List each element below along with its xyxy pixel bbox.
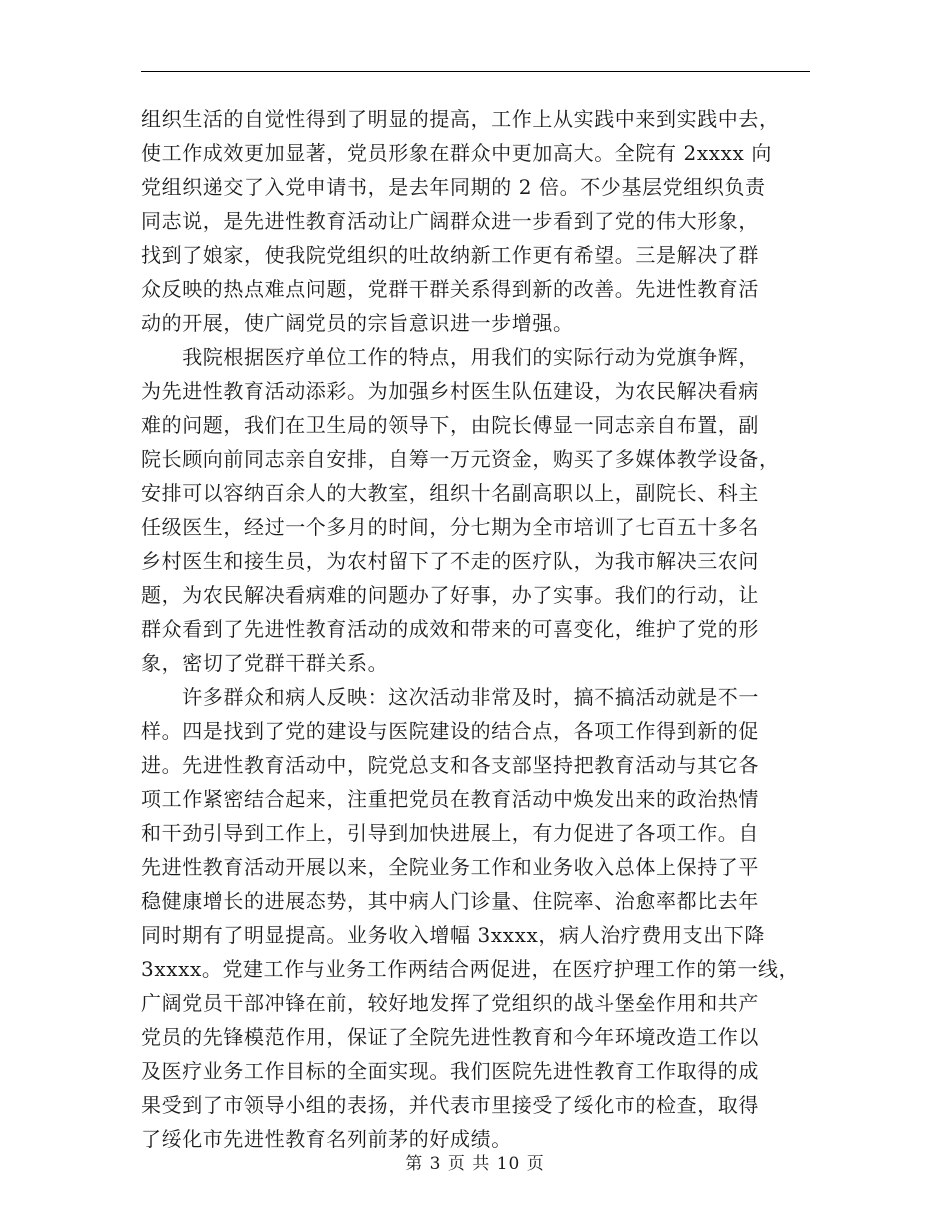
text-line: 了绥化市先进性教育名列前茅的好成绩。 <box>141 1127 512 1151</box>
text-line: 许多群众和病人反映：这次活动非常及时，搞不搞活动就是不一 <box>141 685 759 709</box>
text-line: 使工作成效更加显著，党员形象在群众中更加高大。全院有 2xxxx 向 <box>141 141 772 165</box>
text-line: 果受到了市领导小组的表扬，并代表市里接受了绥化市的检查，取得 <box>141 1093 759 1117</box>
text-line: 项工作紧密结合起来，注重把党员在教育活动中焕发出来的政治热情 <box>141 787 759 811</box>
text-line: 难的问题，我们在卫生局的领导下，由院长傅显一同志亲自布置，副 <box>141 413 759 437</box>
text-line: 组织生活的自觉性得到了明显的提高，工作上从实践中来到实践中去， <box>141 107 780 131</box>
text-line: 动的开展，使广阔党员的宗旨意识进一步增强。 <box>141 311 574 335</box>
text-line: 题，为农民解决看病难的问题办了好事，办了实事。我们的行动，让 <box>141 583 759 607</box>
text-line: 群众看到了先进性教育活动的成效和带来的可喜变化，维护了党的形 <box>141 617 759 641</box>
text-line: 3xxxx。党建工作与业务工作两结合两促进，在医疗护理工作的第一线， <box>141 957 800 981</box>
text-line: 同时期有了明显提高。业务收入增幅 3xxxx，病人治疗费用支出下降 <box>141 923 765 947</box>
text-line: 党组织递交了入党申请书，是去年同期的 2 倍。不少基层党组织负责 <box>141 175 766 199</box>
text-line: 样。四是找到了党的建设与医院建设的结合点，各项工作得到新的促 <box>141 719 759 743</box>
text-line: 为先进性教育活动添彩。为加强乡村医生队伍建设，为农民解决看病 <box>141 379 759 403</box>
text-line: 先进性教育活动开展以来，全院业务工作和业务收入总体上保持了平 <box>141 855 759 879</box>
text-line: 众反映的热点难点问题，党群干群关系得到新的改善。先进性教育活 <box>141 277 759 301</box>
text-line: 稳健康增长的进展态势，其中病人门诊量、住院率、治愈率都比去年 <box>141 889 759 913</box>
header-divider <box>141 71 810 72</box>
text-line: 安排可以容纳百余人的大教室，组织十名副高职以上，副院长、科主 <box>141 481 759 505</box>
text-line: 广阔党员干部冲锋在前，较好地发挥了党组织的战斗堡垒作用和共产 <box>141 991 759 1015</box>
text-line: 进。先进性教育活动中，院党总支和各支部坚持把教育活动与其它各 <box>141 753 759 777</box>
text-line: 党员的先锋模范作用，保证了全院先进性教育和今年环境改造工作以 <box>141 1025 759 1049</box>
text-line: 找到了娘家，使我院党组织的吐故纳新工作更有希望。三是解决了群 <box>141 243 759 267</box>
text-line: 及医疗业务工作目标的全面实现。我们医院先进性教育工作取得的成 <box>141 1059 759 1083</box>
page-footer: 第 3 页 共 10 页 <box>405 1154 545 1174</box>
text-line: 象，密切了党群干群关系。 <box>141 651 389 675</box>
text-line: 同志说，是先进性教育活动让广阔群众进一步看到了党的伟大形象， <box>141 209 759 233</box>
body-text <box>141 102 821 1156</box>
text-line: 任级医生，经过一个多月的时间，分七期为全市培训了七百五十多名 <box>141 515 759 539</box>
text-line: 院长顾向前同志亲自安排，自筹一万元资金，购买了多媒体教学设备， <box>141 447 780 471</box>
text-line: 和干劲引导到工作上，引导到加快进展上，有力促进了各项工作。自 <box>141 821 759 845</box>
text-line: 乡村医生和接生员，为农村留下了不走的医疗队，为我市解决三农问 <box>141 549 759 573</box>
text-line: 我院根据医疗单位工作的特点，用我们的实际行动为党旗争辉， <box>141 345 759 369</box>
